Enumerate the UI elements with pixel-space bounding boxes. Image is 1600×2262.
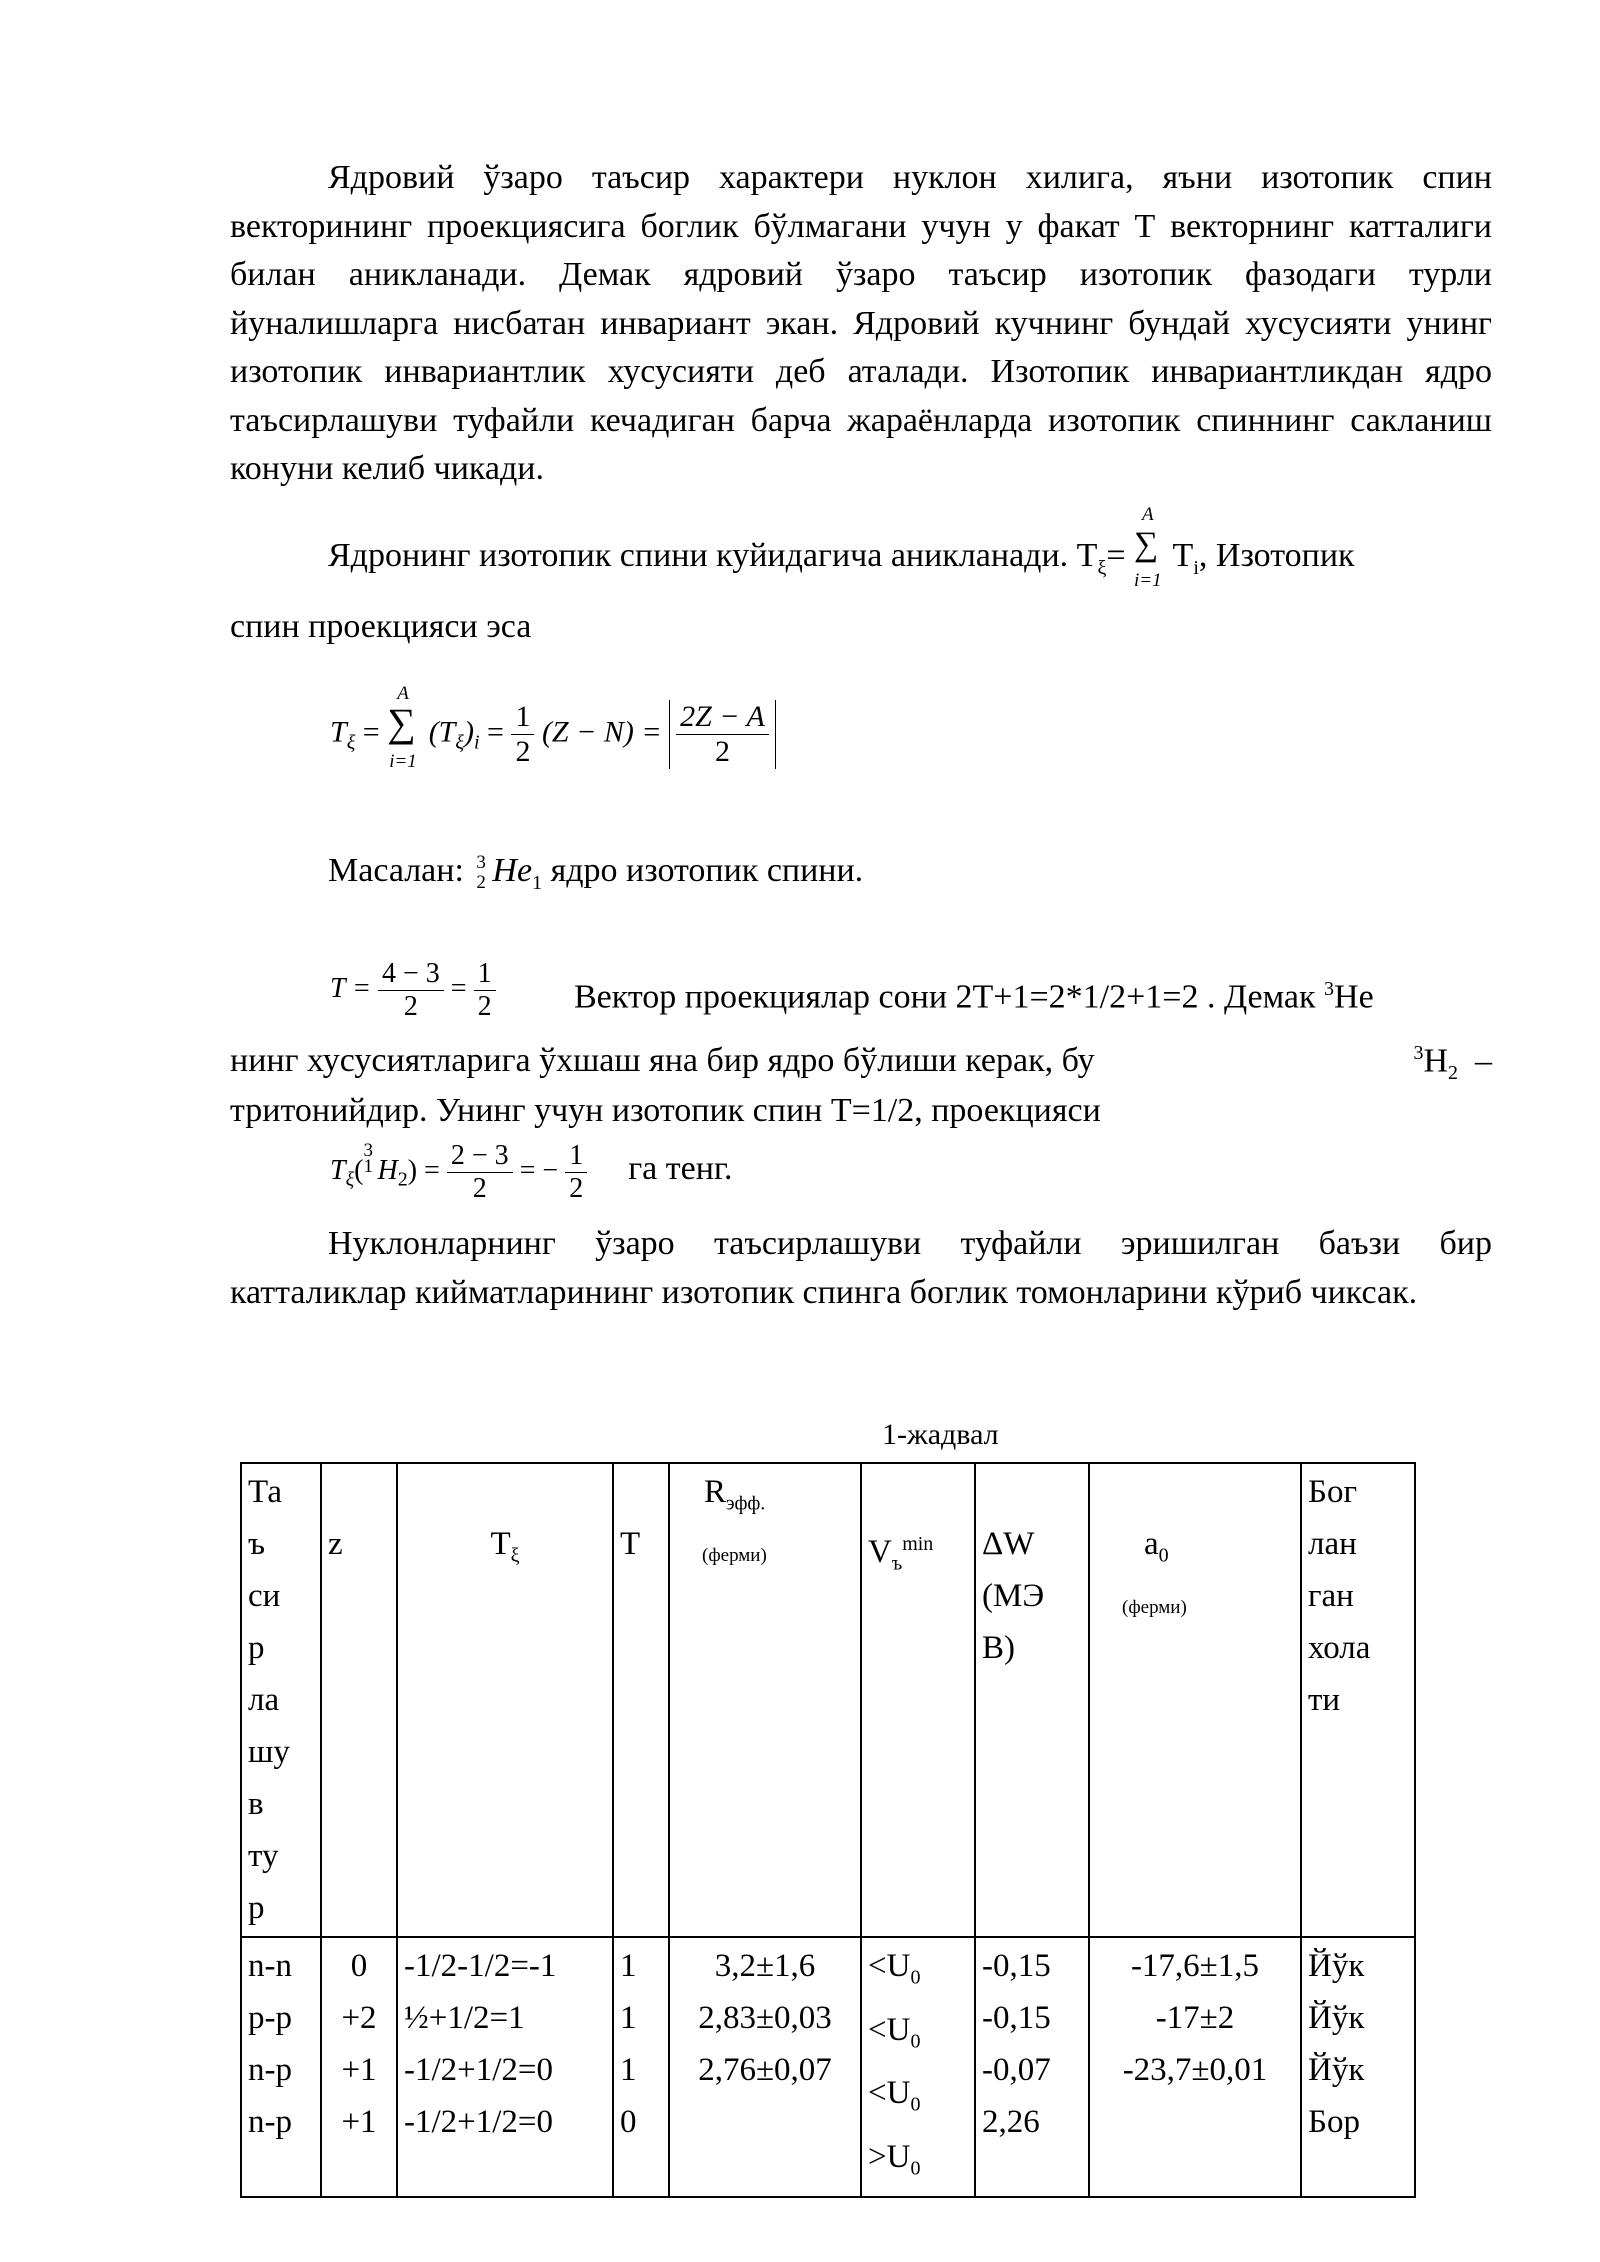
paragraph-2-line-1: Ядронинг изотопик спини куйидагича аникланади. $T_\xi=$ A ∑ i=1 $T_i$, Изотопик [328, 504, 1355, 591]
sum-symbol: A ∑ i=1 [1134, 504, 1162, 591]
header-v-min: $V_ъ^{min}$ [861, 1463, 975, 1937]
header-r-eff: $R_{эфф.}$ (ферми) [669, 1463, 861, 1937]
header-z: z [321, 1463, 397, 1937]
cell-v-min: $<U_0$ $<U_0$ $<U_0$ $>U_0$ [861, 1937, 975, 2197]
header-delta-w: ΔW (МЭ В) [975, 1463, 1089, 1937]
cell-a0: -17,6±1,5 -17±2 -23,7±0,01 [1089, 1937, 1301, 2197]
cell-t: 1 1 1 0 [613, 1937, 669, 2197]
cell-t-xi: -1/2-1/2=-1 ½+1/2=1 -1/2+1/2=0 -1/2+1/2=0 [397, 1937, 613, 2197]
formula-isospin-projection: $T_\xi$ = A ∑ i=1 $(T_\xi)_i$ = $\frac{1}{2}$ (Z − N) = $\frac{2Z - A}{2}$ [330, 700, 776, 769]
data-table [240, 1462, 1416, 2198]
example-helium: Масалан: 3 2 $He_1$ ядро изотопик спини. [328, 852, 864, 894]
paragraph-4-line-2: нинг хусусиятларига ўхшаш яна бир ядро бўлиши керак, бу $^3H_2$ – [230, 1042, 1492, 1085]
table-body-row [241, 1937, 1415, 2197]
header-a0: $a_0$ (ферми) [1089, 1463, 1301, 1937]
formula-helium-isospin: T = $\frac{4 - 3}{2}$ = $\frac{1}{2}$ [330, 958, 496, 1023]
paragraph-1: Ядровий ўзаро таъсир характери нуклон хилига, яъни изотопик спин векторининг проекциясига боглик бўлмагани учун у факат Т векторнинг катталиги билан аникланади. Демак ядровий ўзаро таъсир изотопик фазодаги турли йуналишларга нисбатан инвариант экан. Ядровий кучнинг бундай хусусияти унинг изотопик инвариантлик хусусияти деб аталади. Изотопик инвариантликдан ядро таъсирлашуви туфайли кечадиган барча жараёнларда изотопик спиннинг сакланиш конуни келиб чикади. [230, 159, 1492, 487]
header-interaction-type: Та ъ си р ла шу в ту р [241, 1463, 321, 1937]
table-title: 1-жадвал [882, 1418, 999, 1451]
cell-delta-w: -0,15 -0,15 -0,07 2,26 [975, 1937, 1089, 2197]
cell-z: 0 +2 +1 +1 [321, 1937, 397, 2197]
paragraph-4-line-3: тритонийдир. Унинг учун изотопик спин T=1/2, проекцияси [230, 1092, 1101, 1129]
paragraph-4-line-1: Вектор проекциялар сони 2T+1=2*1/2+1=2 . Демак $^3$He [574, 978, 1374, 1016]
cell-interaction: n-n p-p n-p n-p [241, 1937, 321, 2197]
header-t-xi: $T_\xi$ [397, 1463, 613, 1937]
header-t: T [613, 1463, 669, 1937]
formula-triton-projection: $T_\xi$( 3 1 $H_2$) = $\frac{2 - 3}{2}$ = − $\frac{1}{2}$ га тенг. [330, 1140, 733, 1204]
paragraph-2-line-2: спин проекцияси эса [230, 608, 532, 645]
paragraph-6: Нуклонларнинг ўзаро таъсирлашуви туфайли эришилган баъзи бир катталиклар кийматларининг изотопик спинга боглик томонларини кўриб чиксак. [230, 1225, 1492, 1311]
table-header-row [241, 1463, 1415, 1937]
cell-bound-state: Йўк Йўк Йўк Бор [1301, 1937, 1415, 2197]
header-bound-state: Бог лан ган хола ти [1301, 1463, 1415, 1937]
cell-r-eff: 3,2±1,6 2,83±0,03 2,76±0,07 [669, 1937, 861, 2197]
